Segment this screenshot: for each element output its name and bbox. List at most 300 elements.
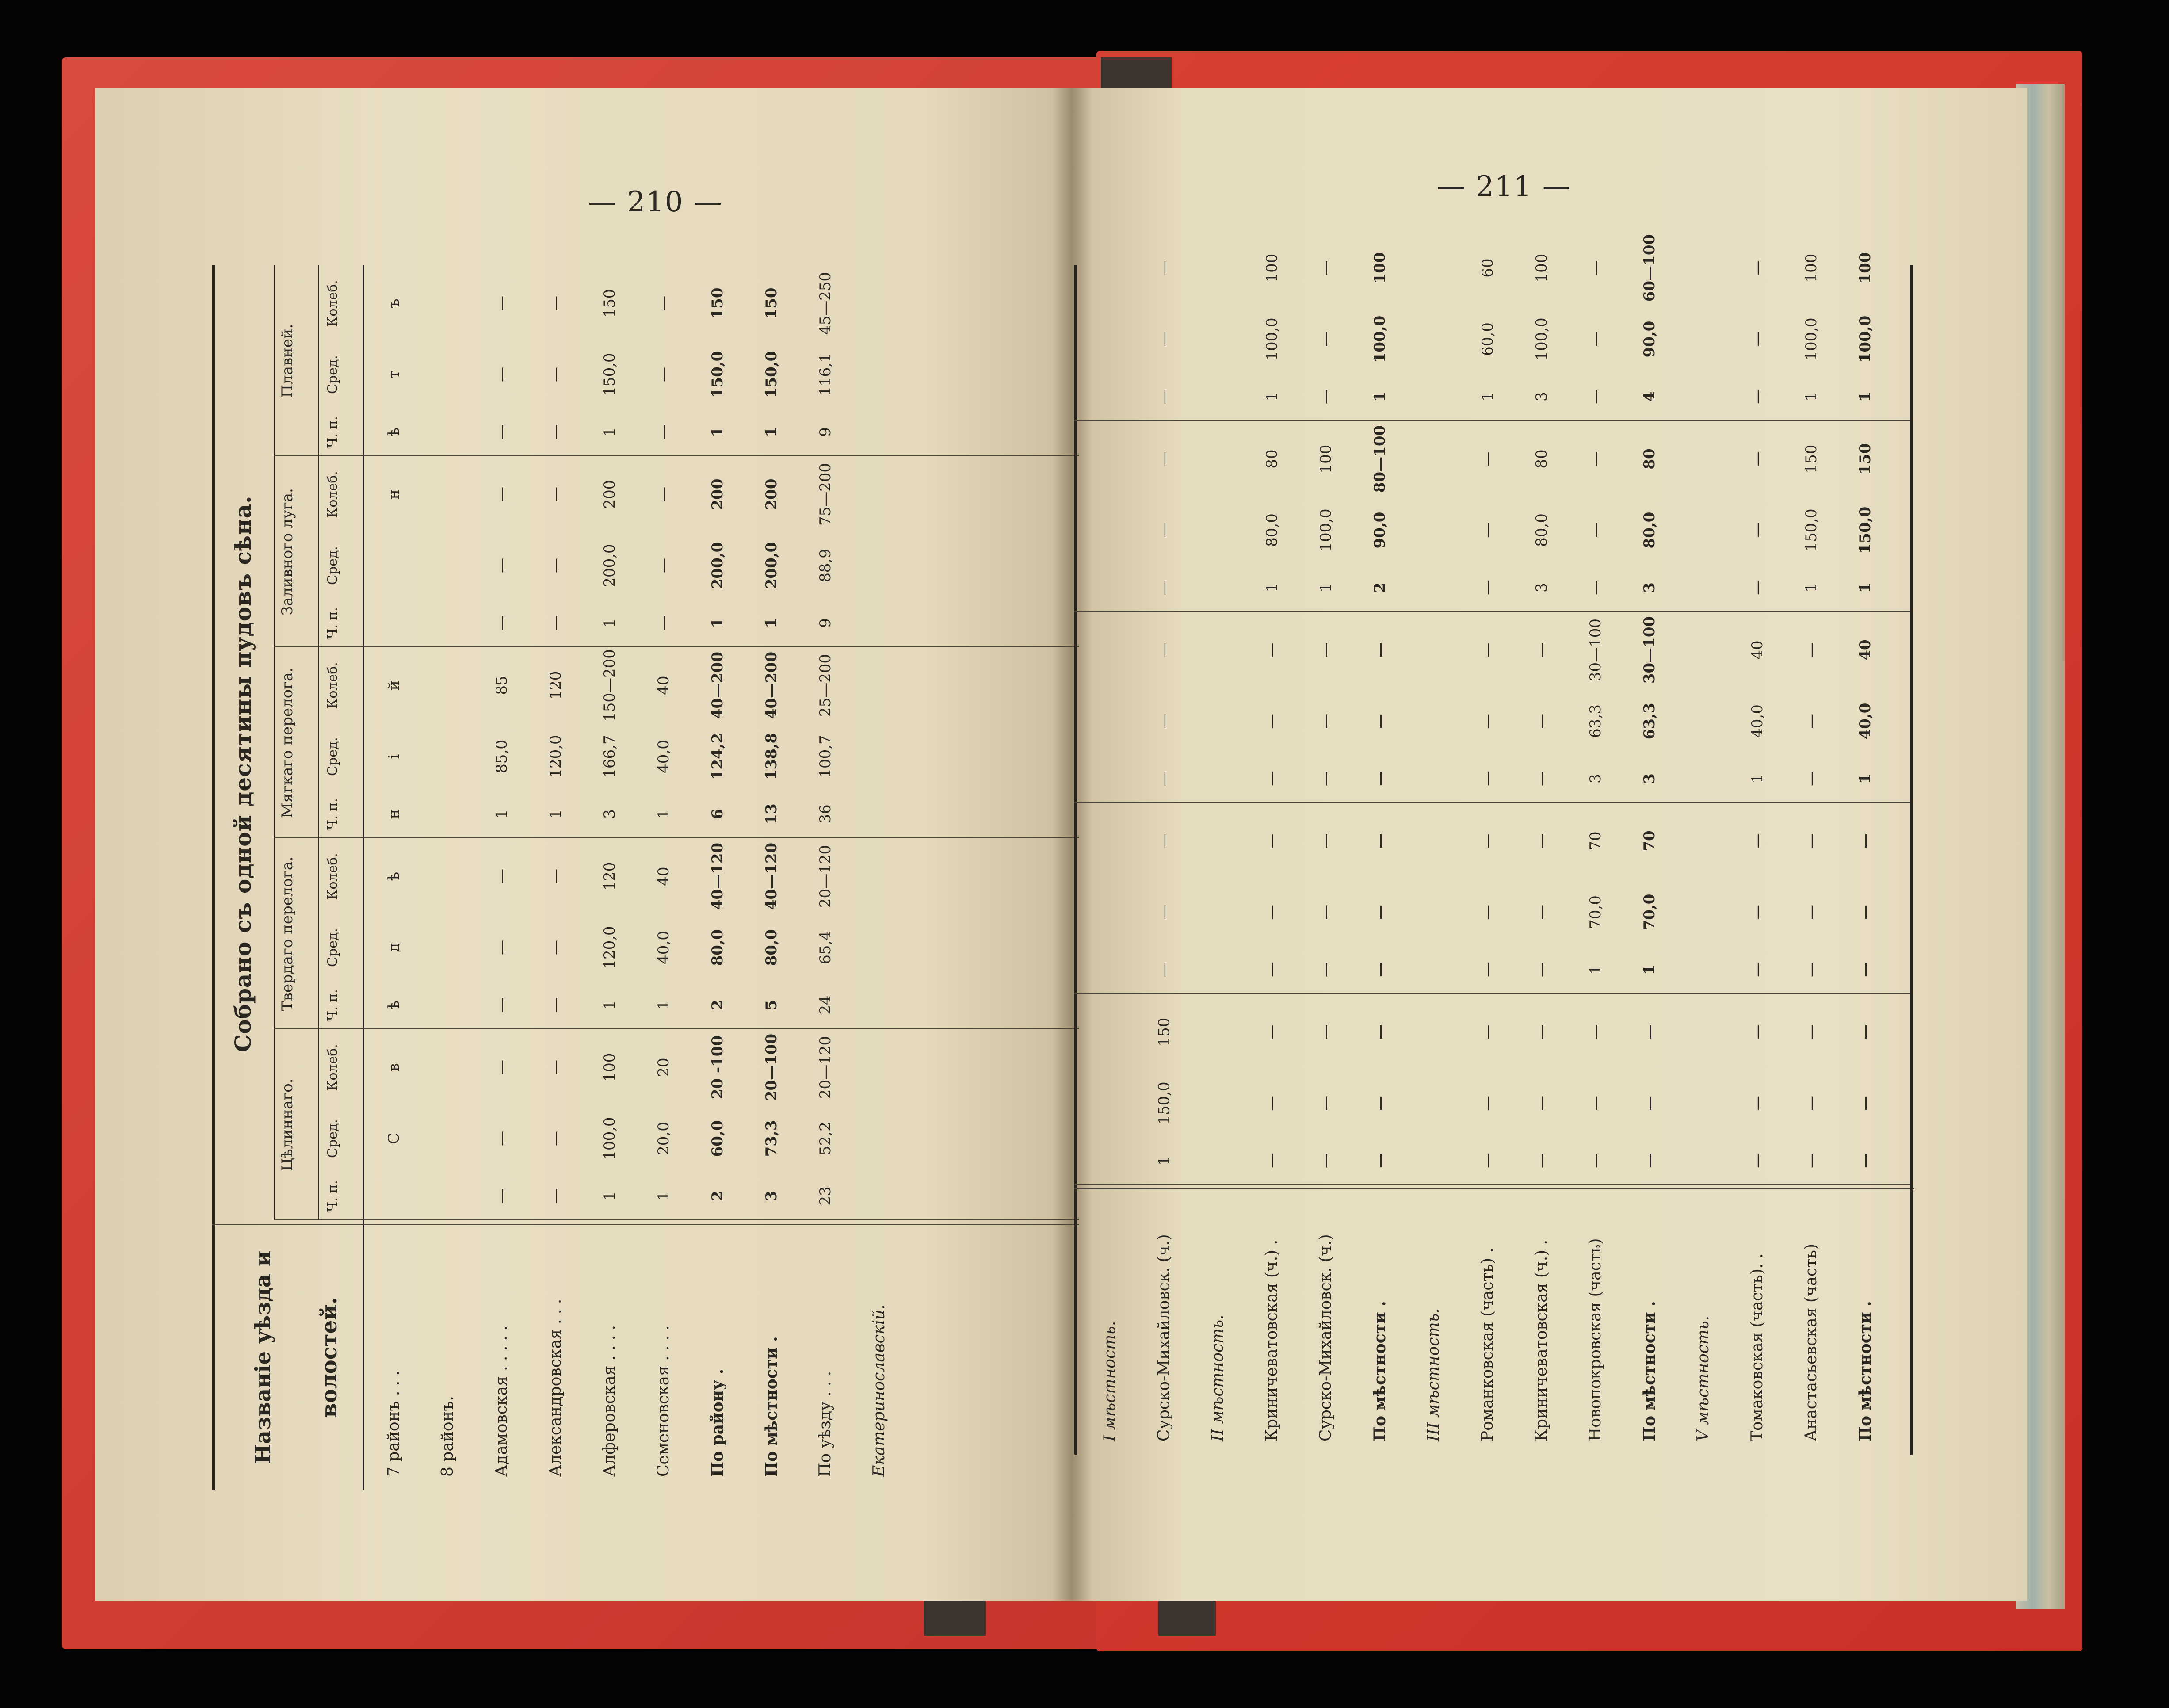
table-cell: — <box>547 367 565 382</box>
table-cell: — <box>655 487 672 502</box>
table-cell: 1 <box>601 1000 619 1010</box>
table-cell: — <box>547 940 565 955</box>
table-cell: — <box>547 296 565 311</box>
table-cell: 150,0 <box>1155 1081 1173 1125</box>
table-cell: — <box>547 1131 565 1146</box>
table-cell: ѣ <box>385 1000 403 1010</box>
table-cell: — <box>1856 962 1874 977</box>
table-cell: — <box>1587 1096 1604 1111</box>
row-name: II мѣстность. <box>1209 1314 1227 1441</box>
table-cell: — <box>547 997 565 1013</box>
sub-header: Колеб. <box>325 662 340 709</box>
table-row <box>852 265 906 1490</box>
table-cell: ѣ <box>385 427 403 437</box>
table-cell: 1 <box>1802 583 1820 592</box>
page-number-right: — 211 — <box>1437 170 1572 203</box>
table-cell: — <box>1317 833 1335 848</box>
table-row <box>1730 260 1784 1455</box>
table-cell: — <box>1533 1153 1550 1168</box>
table-cell: — <box>1155 523 1173 538</box>
table-row <box>1515 253 1569 1455</box>
table-cell: 1 <box>1856 582 1874 593</box>
table-cell: — <box>1263 1153 1281 1168</box>
row-name: Романковская (часть) . <box>1478 1248 1497 1441</box>
table-cell: — <box>1749 1153 1766 1168</box>
table-cell: н <box>385 489 403 500</box>
row-name: Адамовская . . . . . <box>493 1325 511 1477</box>
table-cell: 200 <box>709 478 726 510</box>
table-cell: — <box>1587 1024 1604 1039</box>
table-cell: — <box>655 296 672 311</box>
rule <box>1074 1184 1910 1185</box>
table-row <box>1191 265 1245 1455</box>
table-cell: — <box>1479 714 1497 729</box>
row-name: По уѣзду . . . <box>816 1371 834 1477</box>
table-cell: ѣ <box>385 871 403 881</box>
table-cell: — <box>1155 833 1173 848</box>
table-cell: 100,0 <box>1263 317 1281 361</box>
table-cell: — <box>1749 523 1766 538</box>
table-cell: 3 <box>763 1191 780 1201</box>
table-cell: — <box>1802 642 1820 657</box>
table-cell: — <box>1371 905 1389 920</box>
table-cell: в <box>385 1063 403 1072</box>
table-cell: 80,0 <box>1263 513 1281 547</box>
table-cell: 13 <box>763 803 780 825</box>
table-cell: — <box>1479 771 1497 786</box>
table-cell: і <box>385 754 403 759</box>
table-cell: — <box>493 940 511 955</box>
table-cell: — <box>1155 642 1173 657</box>
table-cell: — <box>1317 771 1335 786</box>
table-cell: 100,0 <box>1856 315 1874 363</box>
table-cell: 166,7 <box>601 735 619 778</box>
table-cell: 30—100 <box>1641 616 1658 684</box>
table-cell: — <box>1155 260 1173 275</box>
table-cell: — <box>1317 905 1335 920</box>
table-row <box>1838 252 1892 1455</box>
table-cell: 45—250 <box>817 271 834 335</box>
table-cell: — <box>1533 714 1550 729</box>
table-cell: 100 <box>1263 253 1281 283</box>
table-row <box>1676 265 1730 1455</box>
table-cell: 150 <box>1856 443 1874 475</box>
table-cell: — <box>1749 962 1766 977</box>
table-cell: 2 <box>709 1191 726 1201</box>
table-cell: — <box>1802 905 1820 920</box>
rule <box>1074 993 1910 994</box>
table-cell: т <box>385 370 403 379</box>
row-name: Криничеватовская (ч.) . <box>1532 1239 1550 1441</box>
table-cell: 120,0 <box>601 926 619 969</box>
table-cell: — <box>1317 642 1335 657</box>
table-cell: — <box>1317 1096 1335 1111</box>
table-cell: 1 <box>1263 392 1281 401</box>
table-cell: 80,0 <box>1641 512 1658 549</box>
row-name: Криничеватовская (ч.) . <box>1263 1239 1281 1441</box>
table-cell: н <box>385 809 403 819</box>
table-cell: — <box>1479 451 1497 466</box>
table-cell: 120 <box>601 862 619 891</box>
rule <box>274 265 275 1220</box>
table-cell: — <box>1587 389 1604 404</box>
table-row <box>1569 260 1623 1455</box>
table-cell: — <box>493 615 511 630</box>
table-cell: — <box>1533 962 1550 977</box>
table-cell: 200,0 <box>601 544 619 587</box>
table-cell: 150,0 <box>1856 506 1874 554</box>
row-name: 7 районъ . . . <box>385 1370 403 1477</box>
table-cell: 1 <box>547 809 565 819</box>
row-name: По мѣстности . <box>1856 1301 1875 1441</box>
sub-header: Сред. <box>325 546 340 585</box>
table-cell: — <box>1749 1024 1766 1039</box>
table-cell: — <box>1317 1153 1335 1168</box>
table-cell: 1 <box>1317 583 1335 592</box>
table-row <box>745 265 798 1490</box>
table-row <box>798 265 852 1490</box>
table-cell: — <box>1587 332 1604 347</box>
table-cell: 70 <box>1587 831 1604 851</box>
table-row <box>1784 253 1838 1455</box>
sub-header: Колеб. <box>325 280 340 327</box>
table-cell: 70 <box>1641 830 1658 852</box>
table-cell: — <box>493 1131 511 1146</box>
table-cell: 3 <box>1533 392 1550 401</box>
row-name: Томаковская (часть). . <box>1748 1253 1766 1441</box>
table-cell: — <box>1317 1024 1335 1039</box>
table-cell: — <box>1317 260 1335 275</box>
table-cell: — <box>655 615 672 630</box>
table-cell: 3 <box>601 809 619 819</box>
table-cell: — <box>1263 714 1281 729</box>
table-cell: 85,0 <box>493 740 511 773</box>
table-cell: 90,0 <box>1641 321 1658 358</box>
row-name: Сурско-Михайловск. (ч.) <box>1317 1234 1335 1441</box>
table-cell: — <box>547 424 565 439</box>
table-cell: — <box>1317 714 1335 729</box>
sub-header: Сред. <box>325 737 340 776</box>
table-cell: — <box>1802 1096 1820 1111</box>
table-cell: — <box>1263 771 1281 786</box>
table-cell: 3 <box>1641 582 1658 593</box>
table-cell: — <box>547 615 565 630</box>
table-cell: — <box>1263 1096 1281 1111</box>
table-cell: — <box>1533 771 1550 786</box>
table-cell: — <box>1856 833 1874 848</box>
sub-header: Ч. п. <box>325 607 340 639</box>
table-cell: 150 <box>601 289 619 318</box>
table-cell: 1 <box>1155 1156 1173 1165</box>
row-name: Семеновская . . . . <box>654 1325 672 1477</box>
rule <box>1074 420 1910 421</box>
table-cell: 70,0 <box>1641 894 1658 931</box>
table-cell: — <box>1155 451 1173 466</box>
table-row <box>529 265 583 1490</box>
table-cell: 200,0 <box>763 542 780 589</box>
table-cell: 150 <box>709 287 726 319</box>
table-title: Собрано съ одной десятины пудовъ сѣна. <box>230 495 256 1052</box>
table-cell: — <box>1479 523 1497 538</box>
table-cell: 20 <box>655 1058 672 1077</box>
table-cell: 90,0 <box>1371 512 1389 549</box>
table-cell: — <box>1479 905 1497 920</box>
sub-header: Колеб. <box>325 853 340 900</box>
table-cell: 60 <box>1479 258 1497 278</box>
table-cell: — <box>1587 1153 1604 1168</box>
table-cell: 1 <box>1479 392 1497 401</box>
table-cell: 150 <box>1155 1017 1173 1047</box>
table-cell: — <box>1533 1024 1550 1039</box>
table-cell: — <box>1587 580 1604 595</box>
table-cell: — <box>1749 1096 1766 1111</box>
table-cell: 3 <box>1533 583 1550 592</box>
table-cell: 80,0 <box>763 929 780 966</box>
table-cell: 80—100 <box>1371 425 1389 493</box>
group-header: Мягкаго перелога. <box>279 667 296 818</box>
table-cell: — <box>1533 1096 1550 1111</box>
table-cell: 1 <box>601 1191 619 1201</box>
table-cell: 36 <box>817 804 834 824</box>
table-cell: 120 <box>547 671 565 700</box>
table-cell: — <box>493 558 511 573</box>
table-cell: 3 <box>1587 774 1604 783</box>
table-cell: 1 <box>709 618 726 628</box>
table-cell: й <box>385 680 403 691</box>
row-name: По мѣстности . <box>762 1336 781 1477</box>
table-cell: 20—120 <box>817 844 834 908</box>
table-cell: — <box>493 424 511 439</box>
table-cell: 23 <box>817 1186 834 1206</box>
table-cell: 100,0 <box>1802 317 1820 361</box>
sub-header: Ч. п. <box>325 416 340 448</box>
table-cell: — <box>1263 833 1281 848</box>
right-table <box>1074 234 1914 1455</box>
table-cell: 2 <box>709 1000 726 1010</box>
table-cell: 100 <box>601 1053 619 1082</box>
table-cell: — <box>493 296 511 311</box>
table-cell: 200 <box>601 480 619 509</box>
page-number-left: — 210 — <box>588 186 723 218</box>
table-cell: — <box>655 424 672 439</box>
table-cell: 100 <box>1317 444 1335 474</box>
table-cell: 1 <box>1802 392 1820 401</box>
table-cell: 40,0 <box>1856 703 1874 740</box>
row-name: I мѣстность. <box>1101 1321 1119 1441</box>
table-cell: — <box>655 558 672 573</box>
rule <box>1910 265 1913 1455</box>
table-cell: — <box>1802 1024 1820 1039</box>
row-name: По мѣстности . <box>1640 1301 1659 1441</box>
table-cell: 1 <box>601 427 619 437</box>
table-cell: 70,0 <box>1587 895 1604 929</box>
table-cell: 200 <box>763 478 780 510</box>
table-cell: 124,2 <box>709 733 726 780</box>
table-cell: 1 <box>1856 391 1874 402</box>
table-cell: 100,0 <box>1317 508 1335 552</box>
table-cell: — <box>1479 642 1497 657</box>
table-cell: — <box>1155 389 1173 404</box>
table-cell: 1 <box>1641 964 1658 975</box>
rule <box>363 265 364 1490</box>
table-cell: ъ <box>385 298 403 308</box>
table-cell: — <box>1155 332 1173 347</box>
table-cell: — <box>1749 833 1766 848</box>
group-header: Твердаго перелога. <box>279 856 296 1011</box>
table-cell: — <box>547 487 565 502</box>
left-table <box>212 265 1079 1490</box>
table-cell: 73,3 <box>763 1120 780 1157</box>
table-cell: — <box>1856 1153 1874 1168</box>
table-cell: — <box>1533 833 1550 848</box>
table-cell: 60—100 <box>1641 234 1658 302</box>
table-cell: 150—200 <box>601 649 619 722</box>
table-cell: 150,0 <box>601 353 619 396</box>
table-row <box>475 265 529 1490</box>
sub-header: Сред. <box>325 355 340 394</box>
table-cell: — <box>1641 1096 1658 1111</box>
table-cell: 3 <box>1641 773 1658 784</box>
row-name: V мѣстность. <box>1694 1315 1712 1441</box>
table-cell: 100 <box>1856 252 1874 284</box>
table-cell: 80 <box>1533 449 1550 469</box>
table-cell: 65,4 <box>817 931 834 964</box>
table-cell: д <box>385 943 403 952</box>
sub-header: Колеб. <box>325 471 340 518</box>
table-cell: 1 <box>655 1000 672 1010</box>
table-cell: 80 <box>1641 448 1658 470</box>
row-name: Анастасьевская (часть) <box>1802 1244 1820 1441</box>
table-cell: 120,0 <box>547 735 565 778</box>
name-column-header: Названіе уѣзда и волостей. <box>251 1250 342 1464</box>
table-cell: — <box>1479 833 1497 848</box>
table-cell: — <box>1371 771 1389 786</box>
table-cell: — <box>1371 833 1389 848</box>
table-row <box>367 265 421 1490</box>
table-row <box>1407 265 1461 1455</box>
table-cell: 200,0 <box>709 542 726 589</box>
table-cell: 25—200 <box>817 653 834 717</box>
table-cell: 138,8 <box>763 733 780 780</box>
table-cell: 150,0 <box>709 351 726 398</box>
table-cell: 100 <box>1371 252 1389 284</box>
table-cell: 80,0 <box>1533 513 1550 547</box>
table-cell: — <box>1155 580 1173 595</box>
table-cell: — <box>1641 1024 1658 1039</box>
table-cell: 100,7 <box>817 735 834 778</box>
table-cell: 40—200 <box>709 651 726 719</box>
table-cell: 1 <box>1749 774 1766 783</box>
group-header: Цѣлиннаго. <box>279 1078 296 1171</box>
table-cell: 100,0 <box>1371 315 1389 363</box>
table-cell: — <box>493 1188 511 1204</box>
table-cell: 1 <box>655 809 672 819</box>
table-cell: 100 <box>1802 253 1820 283</box>
table-cell: — <box>1856 905 1874 920</box>
table-cell: — <box>547 558 565 573</box>
table-cell: — <box>1155 962 1173 977</box>
row-name: Сурско-Михайловск. (ч.) <box>1155 1234 1173 1441</box>
table-cell: 20,0 <box>655 1122 672 1155</box>
table-cell: 1 <box>763 427 780 437</box>
table-cell: 9 <box>817 618 834 628</box>
table-cell: 20—120 <box>817 1035 834 1099</box>
table-cell: 20—100 <box>763 1033 780 1101</box>
sub-header: Ч. п. <box>325 798 340 830</box>
table-cell: — <box>1479 1024 1497 1039</box>
table-cell: — <box>1263 905 1281 920</box>
table-row <box>691 265 745 1490</box>
table-cell: — <box>1371 642 1389 657</box>
table-row <box>583 265 637 1490</box>
table-cell: 60,0 <box>1479 322 1497 356</box>
sub-header: Сред. <box>325 928 340 967</box>
table-cell: — <box>1802 962 1820 977</box>
rule <box>212 265 215 1490</box>
row-name: III мѣстность. <box>1424 1308 1443 1441</box>
table-row <box>421 265 475 1490</box>
table-cell: — <box>1479 1096 1497 1111</box>
table-cell: 40 <box>1856 639 1874 661</box>
table-cell: 40 <box>655 676 672 695</box>
table-cell: 52,2 <box>817 1122 834 1155</box>
table-cell: — <box>1317 389 1335 404</box>
table-cell: 40 <box>655 867 672 886</box>
table-cell: 1 <box>1856 773 1874 784</box>
sub-header: Сред. <box>325 1119 340 1158</box>
table-cell: 80 <box>1263 449 1281 469</box>
table-cell: 40—200 <box>763 651 780 719</box>
rule <box>1074 265 1077 1455</box>
row-name: Екатеринославскій. <box>870 1304 888 1477</box>
table-cell: 40,0 <box>655 740 672 773</box>
table-cell: — <box>1749 451 1766 466</box>
table-row <box>1299 260 1353 1455</box>
table-cell: 88,9 <box>817 549 834 582</box>
table-cell: — <box>1749 580 1766 595</box>
table-cell: 150,0 <box>763 351 780 398</box>
table-cell: — <box>1533 905 1550 920</box>
table-cell: — <box>1802 714 1820 729</box>
table-cell: — <box>493 487 511 502</box>
table-cell: — <box>1155 771 1173 786</box>
table-cell: 1 <box>1587 965 1604 974</box>
table-cell: — <box>1155 905 1173 920</box>
table-cell: — <box>1587 260 1604 275</box>
sub-header: Ч. п. <box>325 1180 340 1212</box>
table-cell: — <box>1802 1153 1820 1168</box>
table-cell: — <box>1533 642 1550 657</box>
table-cell: — <box>1263 1024 1281 1039</box>
table-cell: — <box>1587 451 1604 466</box>
table-row <box>1353 252 1407 1455</box>
table-cell: — <box>1479 962 1497 977</box>
table-cell: 60,0 <box>709 1120 726 1157</box>
table-cell: 1 <box>655 1191 672 1201</box>
table-cell: — <box>1802 771 1820 786</box>
table-cell: 1 <box>763 618 780 628</box>
table-cell: 1 <box>1263 583 1281 592</box>
table-cell: 40—120 <box>709 842 726 910</box>
table-cell: — <box>1371 714 1389 729</box>
table-cell: 20 -100 <box>709 1035 726 1100</box>
table-cell: — <box>1802 833 1820 848</box>
table-cell: — <box>1749 389 1766 404</box>
row-name: Новопокровская (часть) <box>1586 1238 1604 1441</box>
table-cell: — <box>547 1060 565 1075</box>
table-cell: — <box>493 997 511 1013</box>
table-cell: 40—120 <box>763 842 780 910</box>
